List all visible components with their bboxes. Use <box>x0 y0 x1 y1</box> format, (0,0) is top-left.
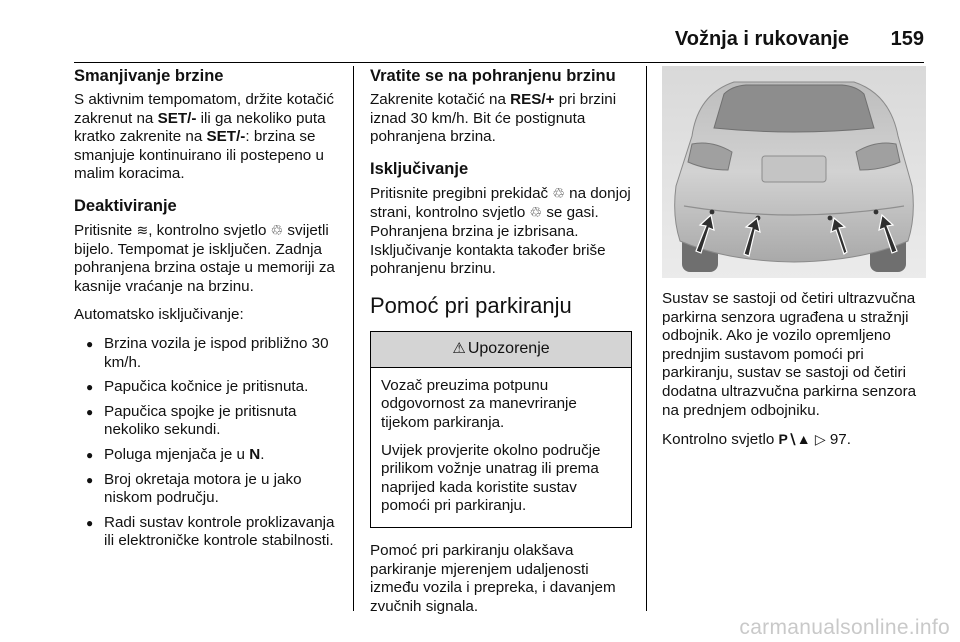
list-item: ● Brzina vozila je ispod približno 30 km/h. <box>74 335 346 372</box>
warning-paragraph: Vozač preuzima potpunu odgovornost za manevriranje tijekom parkiranja. <box>381 376 577 431</box>
parking-indicator-icon: P∖▲ <box>778 431 811 448</box>
header-rule <box>74 62 924 63</box>
list-item: ● Poluga mjenjača je u N. <box>74 446 346 465</box>
warning-box <box>370 331 632 528</box>
watermark: carmanualsonline.info <box>739 616 950 639</box>
paragraph-parking-assist: Pomoć pri parkiranju olakšava parkiranje mjerenjem udaljenosti između vozila i prepreka, i davanjem zvučnih signala. <box>370 541 616 615</box>
page-header <box>74 28 924 68</box>
section-title-resume-speed: Vratite se na pohranjenu brzinu <box>370 67 616 85</box>
section-title-parking-assist: Pomoć pri parkiranju <box>370 292 572 318</box>
column-left <box>74 66 346 559</box>
sensor-dot <box>874 210 879 215</box>
car-rear-svg <box>662 66 926 278</box>
warning-title: Upozorenje <box>467 339 550 357</box>
page-reference-icon: ▷ <box>814 431 826 448</box>
list-item: ● Broj okretaja motora je u jako niskom području. <box>74 471 346 508</box>
cruise-indicator-icon: ♲ <box>529 204 543 221</box>
license-plate-area <box>762 156 826 182</box>
section-title-switch-off: Isključivanje <box>370 159 469 178</box>
column-right <box>662 66 926 460</box>
warning-body <box>371 368 631 527</box>
sensor-dot <box>828 216 833 221</box>
column-middle <box>370 66 632 626</box>
rear-window <box>714 85 874 132</box>
warning-header <box>371 332 631 368</box>
paragraph-auto-off: Automatsko isključivanje: <box>74 306 244 324</box>
paragraph-speed-decrease: S aktivnim tempomatom, držite kotačić zakrenut na SET/- ili ga nekoliko puta kratko zakrenite na SET/-: brzina se smanjuje kontinuirano ili postepeno u malim koracima. <box>74 91 334 183</box>
paragraph-sensors: Sustav se sastoji od četiri ultrazvučna parkirna senzora ugrađena u stražnji odbojnik. Ako je vozilo opremljeno prednjim sustavom pomoći pri parkiranju, sustav se sastoji od četiri dodatna ultrazvučna parkirna senzora na prednjem odbojniku. <box>662 290 917 419</box>
cruise-indicator-icon: ♲ <box>552 184 565 201</box>
cruise-indicator-icon: ♲ <box>270 221 284 238</box>
paragraph-indicator: Kontrolno svjetlo P∖▲ ▷ 97. <box>662 431 851 449</box>
column-divider-left <box>353 66 354 611</box>
list-item: ● Radi sustav kontrole proklizavanja ili elektroničke kontrole stabilnosti. <box>74 514 346 551</box>
section-title-deactivation: Deaktiviranje <box>74 196 177 215</box>
section-title-speed-decrease: Smanjivanje brzine <box>74 67 224 85</box>
column-divider-right <box>646 66 647 611</box>
paragraph-resume-speed: Zakrenite kotačić na RES/+ pri brzini iznad 30 km/h. Bit će postignuta pohranjena brzina. <box>370 91 617 146</box>
sensor-dot <box>710 210 715 215</box>
page-number: 159 <box>890 28 924 50</box>
warning-icon: ⚠ <box>452 339 466 357</box>
paragraph-switch-off: Pritisnite pregibni prekidač ♲ na donjoj strani, kontrolno svjetlo ♲ se gasi. Pohranjena brzina je izbrisana. Isključivanje kontakta također briše pohranjenu brzinu. <box>370 184 631 278</box>
paragraph-deactivation: Pritisnite ≋, kontrolno svjetlo ♲ svijetli bijelo. Tempomat je isključen. Zadnja pohranjena brzina ostaje u memoriji za kasnije vraćanje na brzinu. <box>74 221 335 295</box>
header-title: Vožnja i rukovanje <box>674 28 849 50</box>
list-item: ● Papučica kočnice je pritisnuta. <box>74 378 346 397</box>
car-rear-illustration <box>662 66 926 278</box>
cruise-control-icon: ≋ <box>136 221 149 238</box>
list-item: ● Papučica spojke je pritisnuta nekoliko sekundi. <box>74 403 346 440</box>
auto-off-list <box>74 335 346 551</box>
warning-paragraph: Uvijek provjerite okolno područje prilikom vožnje unatrag ili prema naprijed kada koristite sustav pomoći pri parkiranju. <box>381 441 601 515</box>
